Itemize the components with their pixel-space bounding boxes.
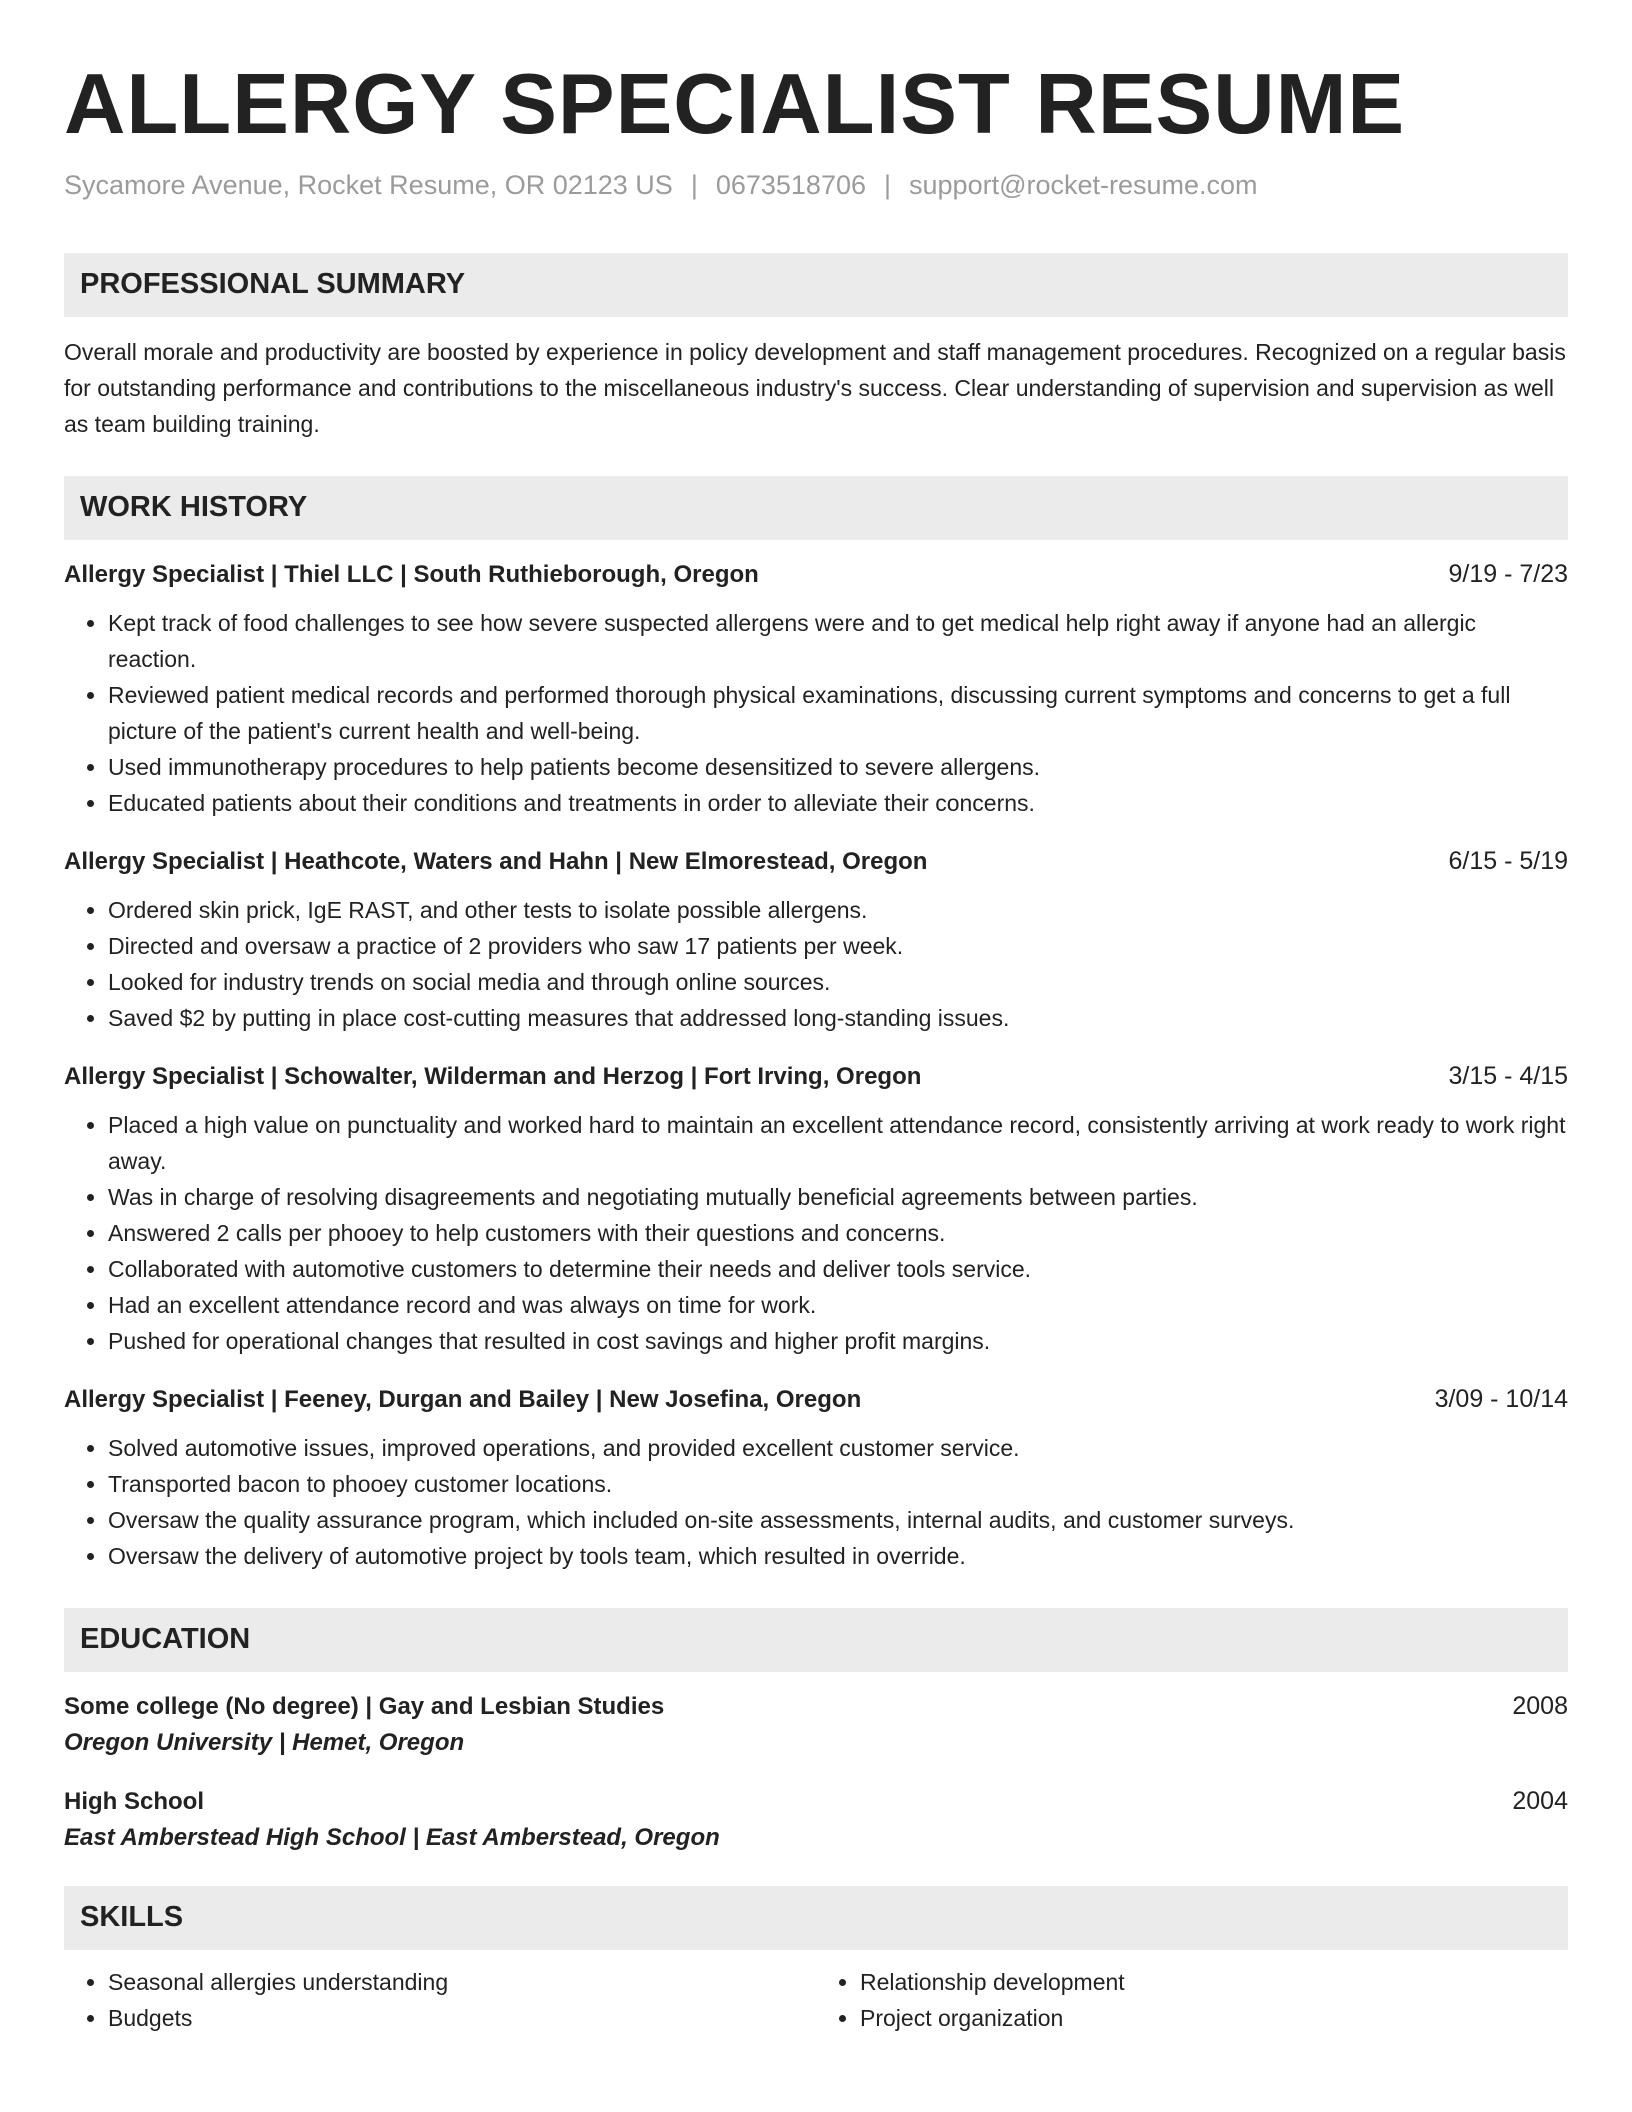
job-entry xyxy=(64,1385,1568,1574)
job-entry xyxy=(64,1062,1568,1359)
list-item: • Had an excellent attendance record and was always on time for work. xyxy=(108,1287,1568,1323)
job-bullets xyxy=(64,605,1568,821)
section-header-summary: PROFESSIONAL SUMMARY xyxy=(64,253,1568,317)
list-item: • Oversaw the quality assurance program, which included on-site assessments, internal audits, and customer surveys. xyxy=(108,1502,1568,1538)
list-item: • Transported bacon to phooey customer locations. xyxy=(108,1466,1568,1502)
education-header xyxy=(64,1787,1568,1816)
job-header xyxy=(64,1385,1568,1414)
skills-grid xyxy=(64,1964,1568,2036)
list-item: • Project organization xyxy=(860,2000,1568,2036)
contact-email: support@rocket-resume.com xyxy=(909,169,1258,200)
list-item: • Reviewed patient medical records and performed thorough physical examinations, discussing current symptoms and concerns to get a full picture of the patient's current health and well-being. xyxy=(108,677,1568,749)
job-title: Allergy Specialist | Heathcote, Waters and Hahn | New Elmorestead, Oregon xyxy=(64,847,928,875)
job-entry xyxy=(64,847,1568,1036)
list-item: • Answered 2 calls per phooey to help customers with their questions and concerns. xyxy=(108,1215,1568,1251)
job-title: Allergy Specialist | Feeney, Durgan and Bailey | New Josefina, Oregon xyxy=(64,1385,862,1413)
education-entry xyxy=(64,1787,1568,1852)
job-bullets xyxy=(64,1107,1568,1359)
list-item: • Relationship development xyxy=(860,1964,1568,2000)
education-degree: Some college (No degree) | Gay and Lesbian Studies xyxy=(64,1692,665,1720)
education-year: 2004 xyxy=(1512,1786,1568,1815)
list-item: • Directed and oversaw a practice of 2 providers who saw 17 patients per week. xyxy=(108,928,1568,964)
skills-list-right xyxy=(816,1964,1568,2036)
job-dates: 3/09 - 10/14 xyxy=(1434,1384,1568,1413)
job-dates: 3/15 - 4/15 xyxy=(1448,1061,1568,1090)
list-item: • Ordered skin prick, IgE RAST, and other tests to isolate possible allergens. xyxy=(108,892,1568,928)
education-degree: High School xyxy=(64,1787,204,1815)
list-item: • Collaborated with automotive customers to determine their needs and deliver tools service. xyxy=(108,1251,1568,1287)
list-item: • Was in charge of resolving disagreements and negotiating mutually beneficial agreements between parties. xyxy=(108,1179,1568,1215)
job-header xyxy=(64,847,1568,876)
job-bullets xyxy=(64,892,1568,1036)
education-school: Oregon University | Hemet, Oregon xyxy=(64,1728,465,1756)
contact-phone: 0673518706 xyxy=(715,169,866,200)
list-item: • Looked for industry trends on social media and through online sources. xyxy=(108,964,1568,1000)
contact-line xyxy=(64,170,1568,201)
section-header-education: EDUCATION xyxy=(64,1608,1568,1672)
list-item: • Kept track of food challenges to see how severe suspected allergens were and to get medical help right away if anyone had an allergic reaction. xyxy=(108,605,1568,677)
job-title: Allergy Specialist | Thiel LLC | South Ruthieborough, Oregon xyxy=(64,560,759,588)
education-header xyxy=(64,1692,1568,1721)
section-header-skills: SKILLS xyxy=(64,1886,1568,1950)
education-year: 2008 xyxy=(1512,1691,1568,1720)
job-header xyxy=(64,1062,1568,1091)
skills-column-right xyxy=(816,1964,1568,2036)
contact-separator: | xyxy=(884,169,892,200)
job-dates: 6/15 - 5/19 xyxy=(1448,846,1568,875)
list-item: • Used immunotherapy procedures to help patients become desensitized to severe allergens. xyxy=(108,749,1568,785)
list-item: • Pushed for operational changes that resulted in cost savings and higher profit margins. xyxy=(108,1323,1568,1359)
page-title: ALLERGY SPECIALIST RESUME xyxy=(64,57,1406,152)
job-title: Allergy Specialist | Schowalter, Wilderman and Herzog | Fort Irving, Oregon xyxy=(64,1062,922,1090)
list-item: • Educated patients about their conditions and treatments in order to alleviate their concerns. xyxy=(108,785,1568,821)
job-bullets xyxy=(64,1430,1568,1574)
list-item: • Oversaw the delivery of automotive project by tools team, which resulted in override. xyxy=(108,1538,1568,1574)
education-entry xyxy=(64,1692,1568,1757)
contact-separator: | xyxy=(690,169,698,200)
job-entry xyxy=(64,560,1568,821)
job-dates: 9/19 - 7/23 xyxy=(1448,559,1568,588)
skills-list-left xyxy=(64,1964,816,2036)
summary-text: Overall morale and productivity are boosted by experience in policy development and staff management procedures. Recognized on a regular basis for outstanding performance and contributions to the miscellaneous industry's success. Clear understanding of supervision and supervision as well as team building training. xyxy=(64,338,1566,437)
job-header xyxy=(64,560,1568,589)
section-header-work-history: WORK HISTORY xyxy=(64,476,1568,540)
list-item: • Budgets xyxy=(108,2000,816,2036)
list-item: • Saved $2 by putting in place cost-cutting measures that addressed long-standing issues. xyxy=(108,1000,1568,1036)
skills-column-left xyxy=(64,1964,816,2036)
list-item: • Seasonal allergies understanding xyxy=(108,1964,816,2000)
list-item: • Placed a high value on punctuality and worked hard to maintain an excellent attendance record, consistently arriving at work ready to work right away. xyxy=(108,1107,1568,1179)
contact-address: Sycamore Avenue, Rocket Resume, OR 02123 US xyxy=(64,169,673,200)
list-item: • Solved automotive issues, improved operations, and provided excellent customer service. xyxy=(108,1430,1568,1466)
education-school: East Amberstead High School | East Amberstead, Oregon xyxy=(64,1823,720,1851)
